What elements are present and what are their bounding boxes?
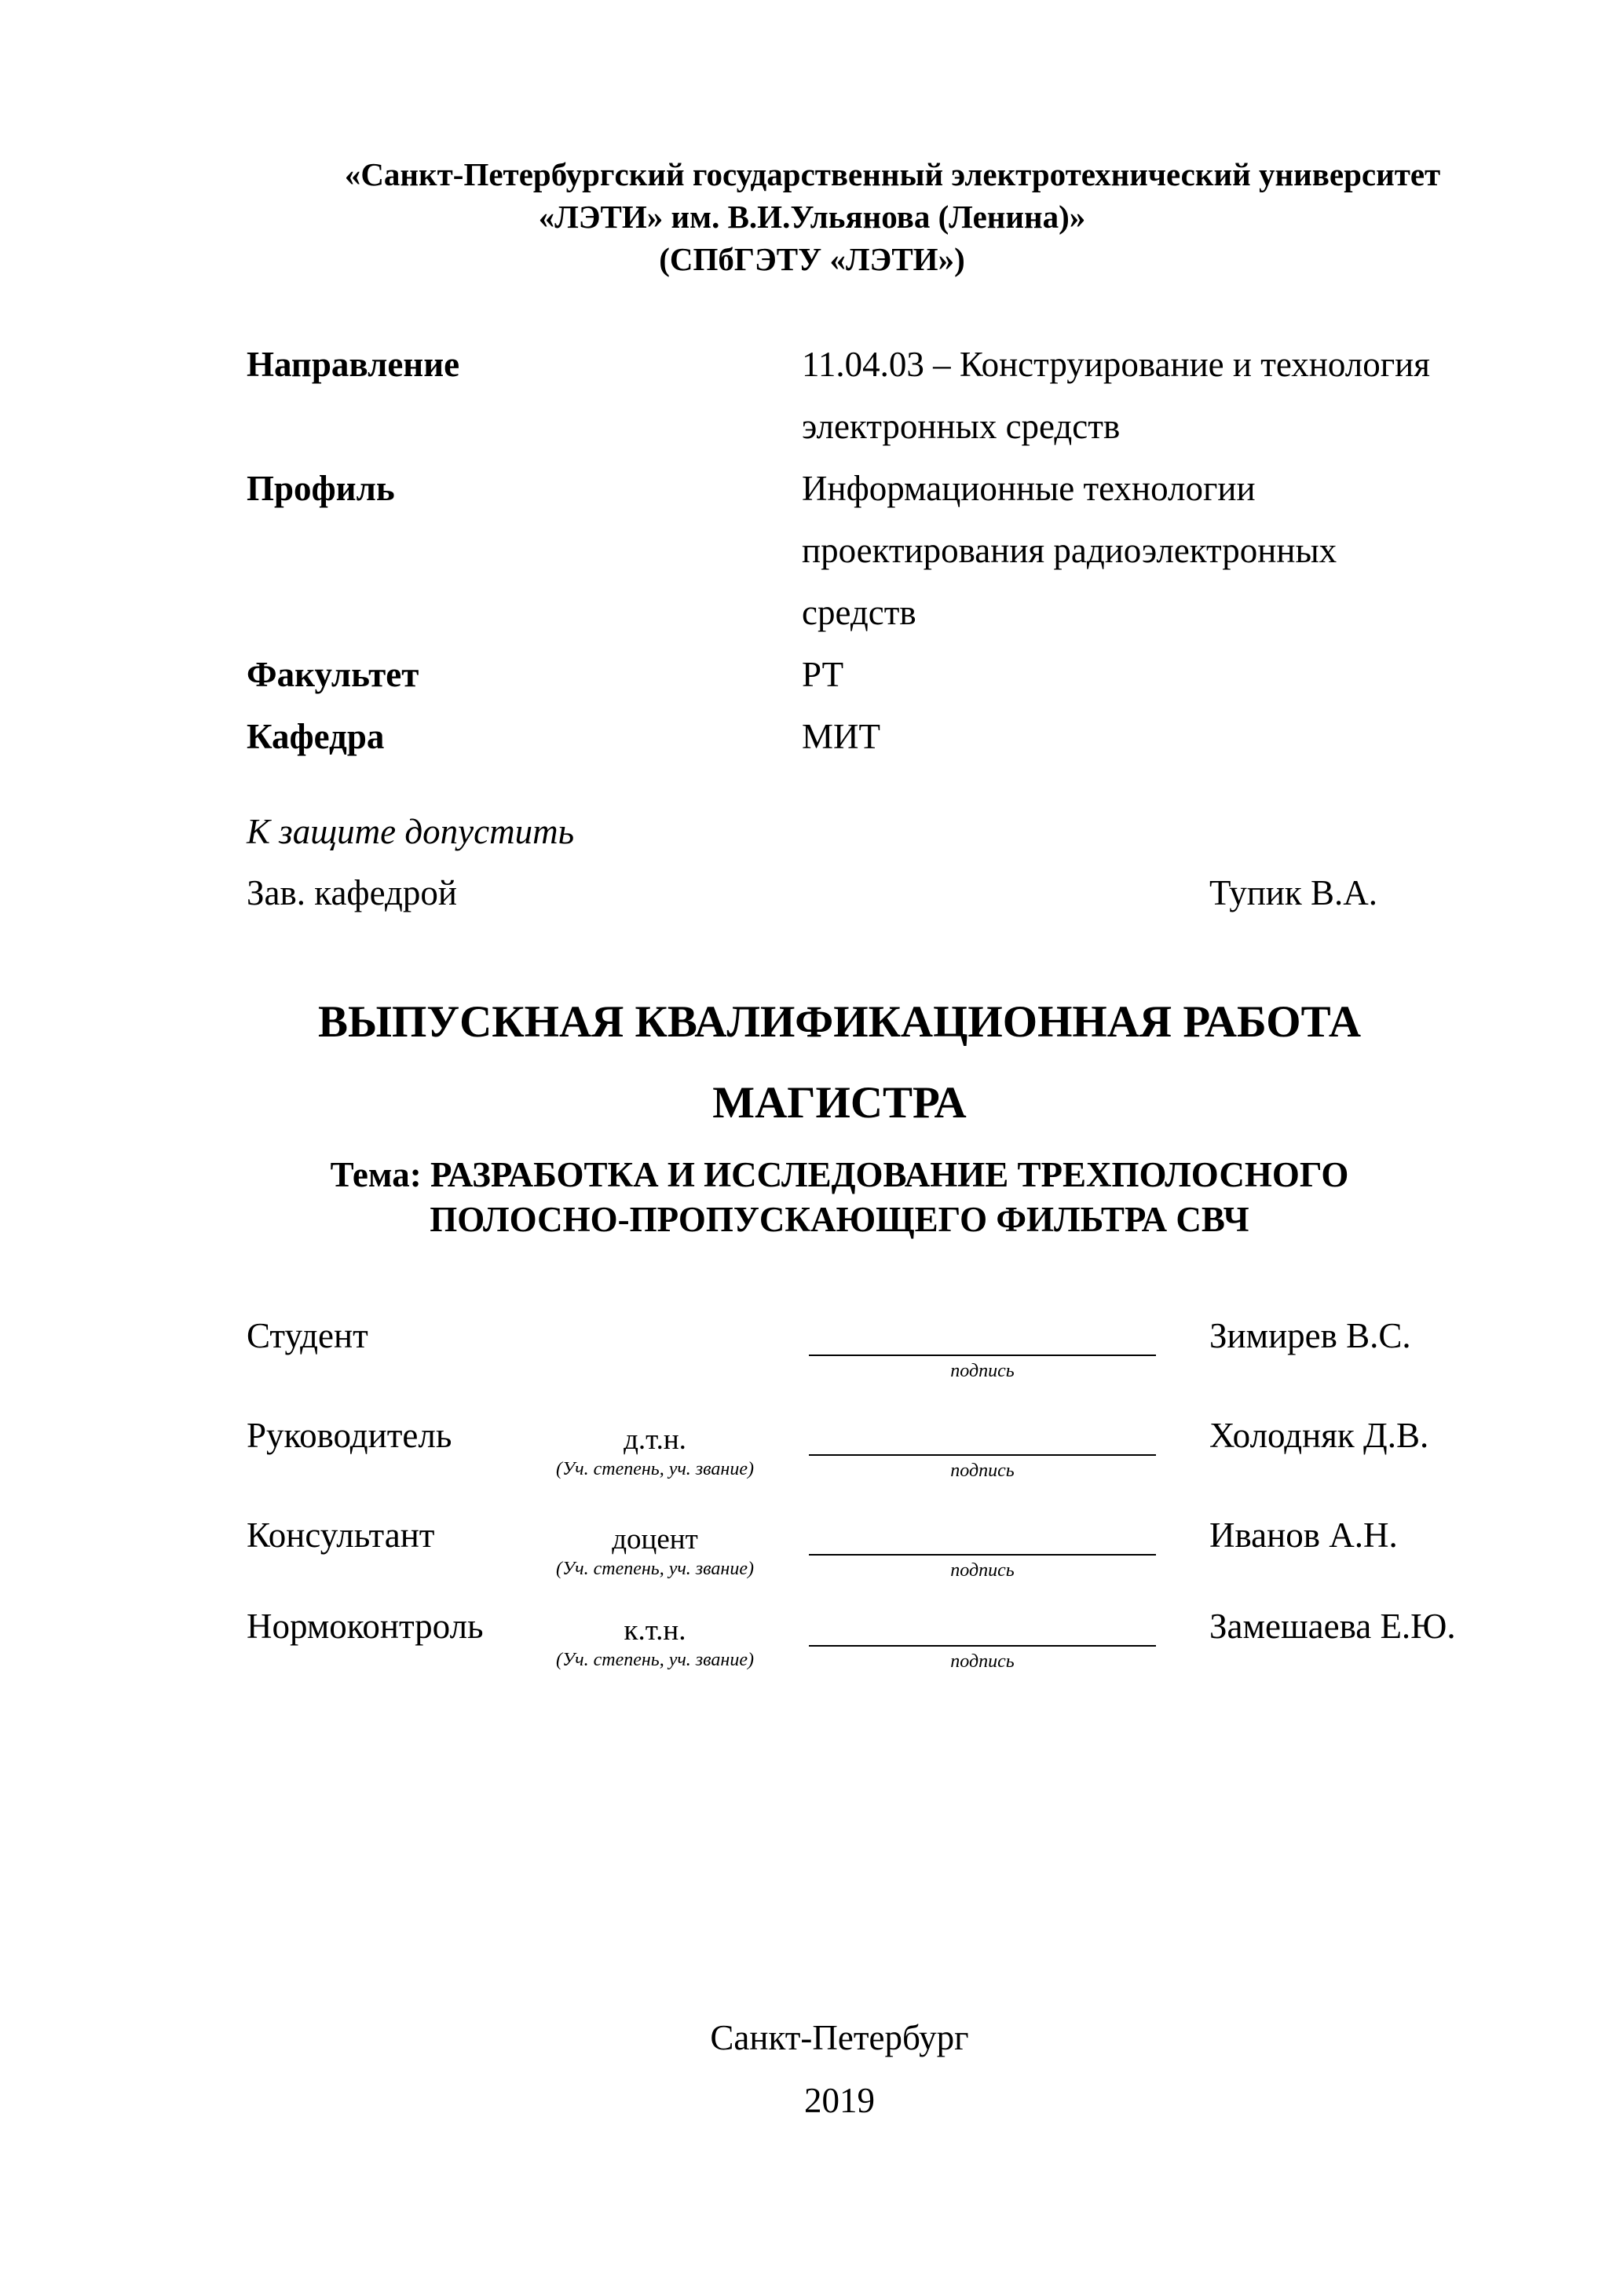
head-label: Зав. кафедрой (247, 873, 457, 912)
profile-label: Профиль (247, 469, 395, 508)
city: Санкт-Петербург (710, 2018, 969, 2057)
topic-line-2: ПОЛОСНО-ПРОПУСКАЮЩЕГО ФИЛЬТРА СВЧ (430, 1200, 1249, 1239)
header-line-2: «ЛЭТИ» им. В.И.Ульянова (Ленина)» (538, 199, 1086, 235)
signature-caption: подпись (950, 1560, 1015, 1581)
topic-line-1: Тема: РАЗРАБОТКА И ИССЛЕДОВАНИЕ ТРЕХПОЛОСНОГО (330, 1155, 1349, 1194)
defense-approval (247, 801, 1377, 923)
direction-value-line-2: электронных средств (802, 407, 1121, 446)
role-label: Нормоконтроль (247, 1607, 484, 1646)
signature-line (809, 1645, 1156, 1647)
department-row (247, 706, 1503, 768)
header-line-3: (СПбГЭТУ «ЛЭТИ») (659, 241, 965, 277)
header-line-1: «Санкт-Петербургский государственный электротехнический университет (344, 156, 1441, 192)
signature-row-student (247, 1315, 1519, 1402)
direction-value (802, 334, 1493, 458)
academic-degree: доцент (612, 1523, 698, 1556)
thesis-topic (0, 1153, 1624, 1242)
signature-row-consultant (247, 1515, 1519, 1601)
person-name: Холодняк Д.В. (1209, 1416, 1429, 1455)
department-label: Кафедра (247, 717, 385, 756)
direction-label: Направление (247, 345, 460, 384)
department-value: МИТ (802, 717, 880, 756)
university-header (0, 153, 1624, 280)
faculty-row (247, 644, 1503, 706)
academic-degree: к.т.н. (624, 1614, 686, 1647)
signature-row-normcontrol (247, 1606, 1519, 1692)
faculty-value: РТ (802, 655, 844, 694)
signature-caption: подпись (950, 1461, 1015, 1481)
profile-value-line-3: средств (802, 593, 916, 632)
profile-row (247, 458, 1503, 644)
direction-value-line-1: 11.04.03 – Конструирование и технология (802, 345, 1430, 384)
thesis-title-line-1: ВЫПУСКНАЯ КВАЛИФИКАЦИОННАЯ РАБОТА (317, 997, 1361, 1047)
role-label: Руководитель (247, 1416, 452, 1455)
signature-line (809, 1355, 1156, 1356)
person-name: Зимирев В.С. (1209, 1316, 1411, 1355)
role-label: Консультант (247, 1515, 435, 1555)
admit-to-defense: К защите допустить (247, 812, 575, 851)
direction-row (247, 334, 1503, 458)
signature-row-supervisor (247, 1415, 1519, 1501)
degree-caption: (Уч. степень, уч. звание) (556, 1559, 754, 1579)
signature-caption: подпись (950, 1361, 1015, 1381)
profile-value-line-1: Информационные технологии (802, 469, 1256, 508)
degree-caption: (Уч. степень, уч. звание) (556, 1459, 754, 1479)
person-name: Иванов А.Н. (1209, 1515, 1398, 1555)
head-name: Тупик В.А. (1209, 873, 1377, 912)
profile-value (802, 458, 1493, 644)
thesis-title-line-2: МАГИСТРА (712, 1078, 967, 1128)
role-label: Студент (247, 1316, 368, 1355)
person-name: Замешаева Е.Ю. (1209, 1607, 1456, 1646)
program-info (247, 334, 1503, 768)
academic-degree: д.т.н. (624, 1424, 686, 1456)
faculty-label: Факультет (247, 655, 419, 694)
signature-line (809, 1454, 1156, 1456)
profile-value-line-2: проектирования радиоэлектронных (802, 531, 1337, 570)
year: 2019 (804, 2081, 875, 2120)
signature-line (809, 1554, 1156, 1556)
head-of-department-row (247, 862, 1377, 923)
degree-caption: (Уч. степень, уч. звание) (556, 1650, 754, 1670)
footer (0, 2006, 1624, 2132)
signature-caption: подпись (950, 1651, 1015, 1672)
